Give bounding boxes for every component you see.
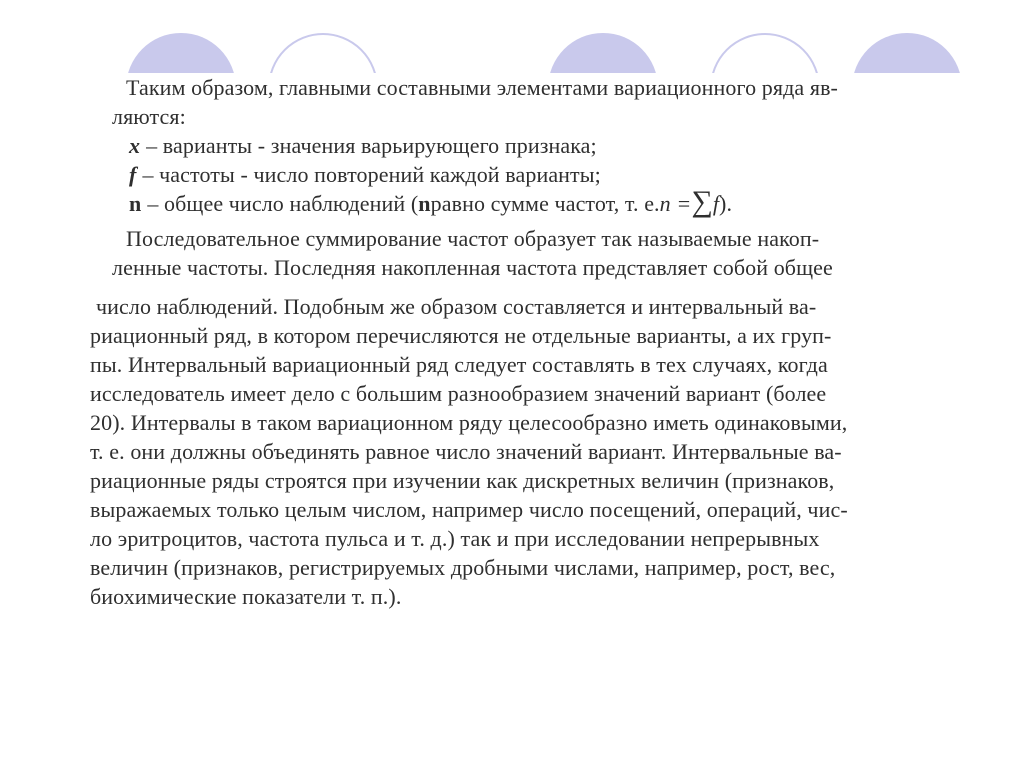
definition-x — [112, 131, 978, 160]
definition-f-text: – частоты - число повторений каждой варианты; — [142, 162, 601, 187]
definition-n — [112, 185, 978, 218]
intro-text-2: ляются: — [112, 104, 186, 129]
body-line: пы. Интервальный вариационный ряд следует составлять в тех случаях, когда — [90, 352, 828, 377]
paragraph-text-2: ленные частоты. Последняя накопленная частота представляет собой общее — [112, 255, 833, 280]
body-line: ло эритроцитов, частота пульса и т. д.) так и при исследовании непрерывных — [90, 526, 820, 551]
body-line: число наблюдений. Подобным же образом составляется и интервальный ва- — [96, 294, 817, 319]
body-line: риационные ряды строятся при изучении как дискретных величин (признаков, — [90, 468, 835, 493]
definition-n-text-a: – общее число наблюдений ( — [147, 191, 419, 216]
intro-text-1: Таким образом, главными составными элементами вариационного ряда яв- — [126, 75, 838, 100]
intro-line — [112, 102, 978, 131]
body-line: выражаемых только целым числом, например число посещений, операций, чис- — [90, 497, 848, 522]
formula-rhs: f — [712, 191, 720, 216]
body-line: величин (признаков, регистрируемых дробными числами, например, рост, вес, — [90, 555, 836, 580]
paragraph-line — [112, 224, 978, 253]
scan-block-bottom — [84, 292, 982, 617]
formula-lhs: n = — [659, 191, 692, 216]
paragraph-text-1: Последовательное суммирование частот образует так называемые накоп- — [126, 226, 820, 251]
definition-n-text-c: ). — [719, 191, 733, 216]
sum-sigma-icon: ∑ — [691, 185, 713, 218]
paragraph-line — [112, 253, 978, 282]
definition-n-text-b: равно сумме частот, т. е. — [430, 191, 660, 216]
definition-n-bold: n — [418, 191, 431, 216]
intro-line — [112, 73, 978, 102]
body-line: 20). Интервалы в таком вариационном ряду целесообразно иметь одинаковыми, — [90, 410, 848, 435]
body-line: исследователь имеет дело с большим разнообразием значений вариант (более — [90, 381, 827, 406]
body-line: т. е. они должны объединять равное число значений вариант. Интервальные ва- — [90, 439, 842, 464]
symbol-x: x — [129, 133, 141, 158]
body-line: риационный ряд, в котором перечисляются не отдельные варианты, а их груп- — [90, 323, 832, 348]
body-line: биохимические показатели т. п.). — [90, 584, 402, 609]
definition-f — [112, 160, 978, 189]
symbol-n: n — [129, 191, 142, 216]
scan-block-top — [112, 73, 978, 290]
symbol-f: f — [129, 162, 137, 187]
definition-x-text: – варианты - значения варьирующего признака; — [146, 133, 597, 158]
